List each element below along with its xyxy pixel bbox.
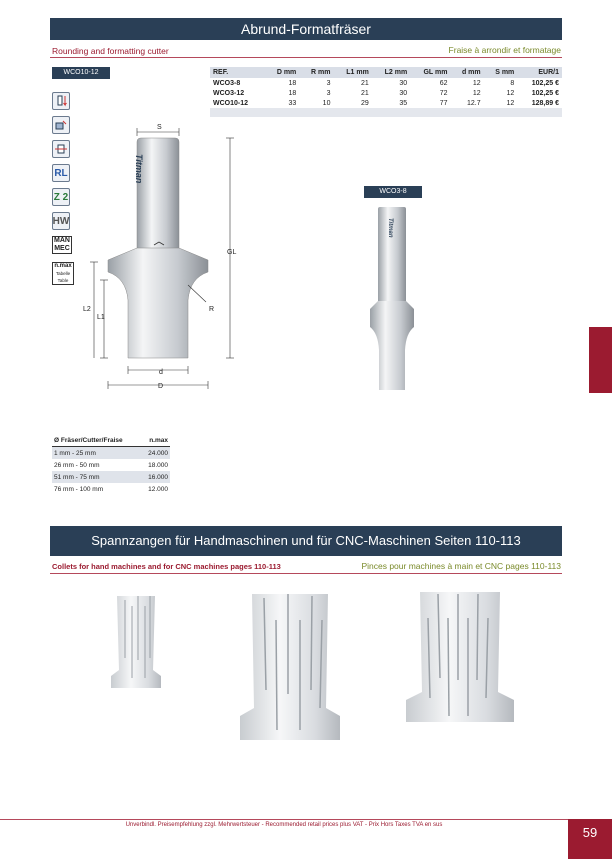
section2-title-bar xyxy=(50,526,562,556)
speed-table xyxy=(52,434,170,495)
product-tag-small: WCO3-8 xyxy=(364,186,422,198)
col-header: GL mm xyxy=(410,67,450,78)
speed-row xyxy=(52,471,170,483)
cell: 21 xyxy=(361,79,369,87)
cell: 30 xyxy=(399,79,408,87)
col-header: R mm xyxy=(299,67,333,78)
nmax-sub1: Tabelle xyxy=(55,271,71,276)
dim-l2: L2 xyxy=(83,306,91,313)
cell: 29 xyxy=(361,99,369,107)
product-tag: WCO10-12 xyxy=(52,67,110,79)
price-cell: 102,25 € xyxy=(531,89,559,97)
cell: 8 xyxy=(510,79,515,87)
cutter-drawing xyxy=(80,120,250,400)
speed-row xyxy=(52,483,170,495)
dim-d-big: D xyxy=(158,383,164,390)
man-mec-icon xyxy=(52,236,72,254)
cell: 12 xyxy=(472,89,481,97)
cell: 12.7 xyxy=(467,99,481,107)
rpm-icon xyxy=(52,92,70,110)
col-header: L1 mm xyxy=(333,67,371,78)
col-header: S mm xyxy=(484,67,518,78)
price-cell: 128,89 € xyxy=(531,99,559,107)
feed-direction-icon xyxy=(52,140,70,158)
rl-icon: RL xyxy=(52,164,70,182)
table-row xyxy=(210,88,562,98)
section2-subtitle-english: Collets for hand machines and for CNC machines pages 110-113 xyxy=(52,562,281,571)
section2-title: Spannzangen für Handmaschinen und für CNC-Maschinen Seiten 110-113 xyxy=(91,533,521,548)
collet-image-small xyxy=(105,588,167,692)
speed-row xyxy=(52,447,170,460)
small-shank-brand-logo: Titman xyxy=(387,218,393,238)
shank-brand-logo: Titman xyxy=(134,154,144,184)
man-label: MAN xyxy=(54,237,70,244)
speed-range: 51 mm - 75 mm xyxy=(52,471,141,483)
table-row xyxy=(210,78,562,88)
cell: 35 xyxy=(399,99,408,107)
cell: 21 xyxy=(361,89,369,97)
speed-header-left: Ø Fräser/Cutter/Fraise xyxy=(52,434,141,447)
cell: WCO3-12 xyxy=(213,89,245,97)
table-filler-row xyxy=(210,108,562,117)
cell: WCO10-12 xyxy=(213,99,249,107)
page-number: 59 xyxy=(568,819,612,859)
spec-table-header xyxy=(210,67,562,78)
z2-icon: Z 2 xyxy=(52,188,70,206)
speed-n: 24.000 xyxy=(141,447,170,460)
nmax-sub2: Table xyxy=(57,278,69,283)
table-row xyxy=(210,98,562,108)
section-divider xyxy=(50,57,562,58)
cell: 18 xyxy=(288,89,297,97)
collet-image-medium xyxy=(230,590,350,748)
footer-line xyxy=(0,819,568,820)
cell: 12 xyxy=(472,79,481,87)
subtitle-english: Rounding and formatting cutter xyxy=(52,46,169,56)
dim-s: S xyxy=(157,124,162,131)
cell: 30 xyxy=(399,89,408,97)
col-header: D mm xyxy=(265,67,299,78)
speed-n: 16.000 xyxy=(141,471,170,483)
cell: 33 xyxy=(288,99,297,107)
cell: 3 xyxy=(326,79,331,87)
subtitle-french: Fraise à arrondir et formatage xyxy=(448,45,561,55)
speed-n: 18.000 xyxy=(148,461,168,469)
cell: WCO3-8 xyxy=(213,79,241,87)
section-title-bar xyxy=(50,18,562,40)
cell: 12 xyxy=(506,99,515,107)
machine-icon xyxy=(52,116,70,134)
price-cell: 102,25 € xyxy=(531,79,559,87)
cell: 3 xyxy=(326,89,331,97)
nmax-label: n.max xyxy=(54,263,72,269)
speed-range: 1 mm - 25 mm xyxy=(52,447,141,460)
dim-l1: L1 xyxy=(97,314,105,321)
col-header: EUR/1 xyxy=(517,67,562,78)
hw-icon: HW xyxy=(52,212,70,230)
section2-divider xyxy=(50,573,562,574)
dim-r: R xyxy=(209,306,215,313)
cell: 72 xyxy=(439,89,448,97)
cell: 62 xyxy=(439,79,448,87)
speed-range: 76 mm - 100 mm xyxy=(54,485,104,493)
mec-label: MEC xyxy=(54,245,70,252)
speed-range: 26 mm - 50 mm xyxy=(54,461,100,469)
cell: 18 xyxy=(288,79,297,87)
cell: 10 xyxy=(322,99,331,107)
collet-image-large xyxy=(398,588,522,728)
col-header: d mm xyxy=(450,67,483,78)
spec-table xyxy=(210,67,562,117)
chapter-tab xyxy=(589,327,612,393)
cell: 77 xyxy=(439,99,448,107)
col-header: REF. xyxy=(210,67,265,78)
speed-header-right: n.max xyxy=(141,434,170,447)
speed-n: 12.000 xyxy=(148,485,168,493)
col-header: L2 mm xyxy=(372,67,410,78)
speed-row xyxy=(52,459,170,471)
footer-text: Unverbindl. Preisempfehlung zzgl. Mehrwertsteuer - Recommended retail prices plus VAT - Prix Hors Taxes TVA en sus xyxy=(125,822,443,828)
cell: 12 xyxy=(506,89,515,97)
dim-d-small: d xyxy=(159,369,163,376)
section-title: Abrund-Formatfräser xyxy=(241,21,371,37)
dim-gl: GL xyxy=(227,249,237,256)
nmax-icon xyxy=(52,262,74,285)
section2-subtitle-french: Pinces pour machines à main et CNC pages 110-113 xyxy=(361,561,561,571)
